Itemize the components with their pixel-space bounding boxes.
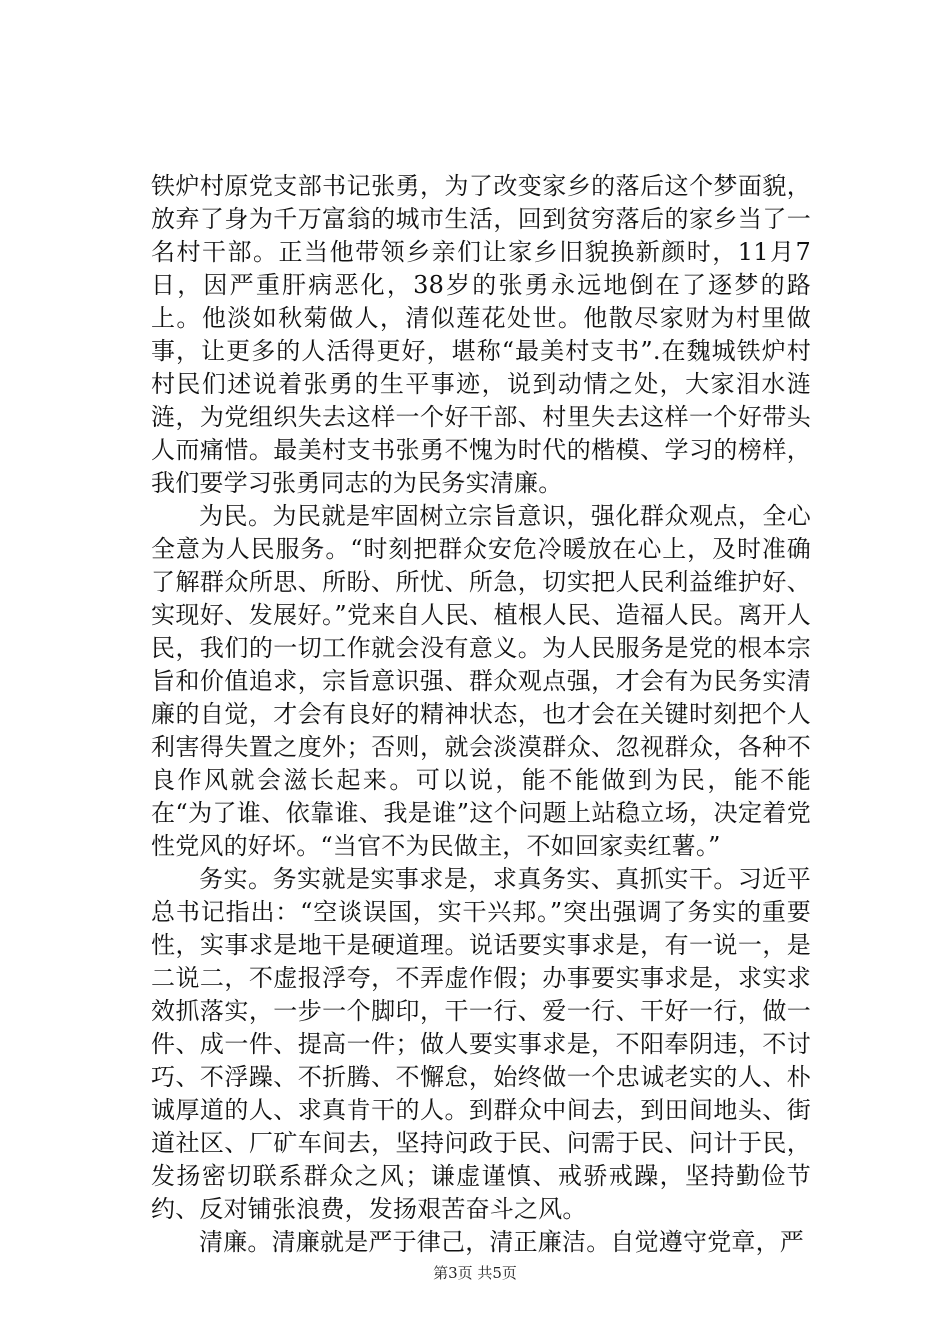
paragraph-qing-lian: 清廉。清廉就是严于律己，清正廉洁。自觉遵守党章，严 — [199, 1228, 804, 1256]
paragraph-wei-min: 为民。为民就是牢固树立宗旨意识，强化群众观点，全心全意为人民服务。“时刻把群众安危冷暖放在心上，及时准确了解群众所思、所盼、所忧、所急，切实把人民利益维护好、实现好、发展好。”党来自人民、植根人民、造福人民。离开人民，我们的一切工作就会没有意义。为人民服务是党的根本宗旨和价值追求，宗旨意识强、群众观点强，才会有为民务实清廉的自觉，才会有良好的精神状态，也才会在关键时刻把个人利害得失置之度外；否则，就会淡漠群众、忽视群众，各种不良作风就会滋长起来。可以说，能不能做到为民，能不能在“为了谁、依靠谁、我是谁”这个问题上站稳立场，决定着党性党风的好坏。“当官不为民做主，不如回家卖红薯。” — [151, 502, 811, 860]
page-footer: 第3页 共5页 — [433, 1264, 517, 1282]
paragraph-intro: 铁炉村原党支部书记张勇，为了改变家乡的落后这个梦面貌，放弃了身为千万富翁的城市生活，回到贫穷落后的家乡当了一名村干部。正当他带领乡亲们让家乡旧貌换新颜时，11月7日，因严重肝病恶化，38岁的张勇永远地倒在了逐梦的路上。他淡如秋菊做人，清似莲花处世。他散尽家财为村里做事，让更多的人活得更好，堪称“最美村支书”.在魏城铁炉村村民们述说着张勇的生平事迹，说到动情之处，大家泪水涟涟，为党组织失去这样一个好干部、村里失去这样一个好带头人而痛惜。最美村支书张勇不愧为时代的楷模、学习的榜样，我们要学习张勇同志的为民务实清廉。 — [151, 172, 811, 497]
paragraph-wu-shi: 务实。务实就是实事求是，求真务实、真抓实干。习近平总书记指出：“空谈误国，实干兴邦。”突出强调了务实的重要性，实事求是地干是硬道理。说话要实事求是，有一说一，是二说二，不虚报浮夸，不弄虚作假；办事要实事求是，求实求效抓落实，一步一个脚印，干一行、爱一行、干好一行，做一件、成一件、提高一件；做人要实事求是，不阳奉阴违，不讨巧、不浮躁、不折腾、不懈怠，始终做一个忠诚老实的人、朴诚厚道的人、求真肯干的人。到群众中间去，到田间地头、街道社区、厂矿车间去，坚持问政于民、问需于民、问计于民，发扬密切联系群众之风；谦虚谨慎、戒骄戒躁，坚持勤俭节约、反对铺张浪费，发扬艰苦奋斗之风。 — [151, 865, 811, 1223]
document-body — [151, 170, 811, 1259]
